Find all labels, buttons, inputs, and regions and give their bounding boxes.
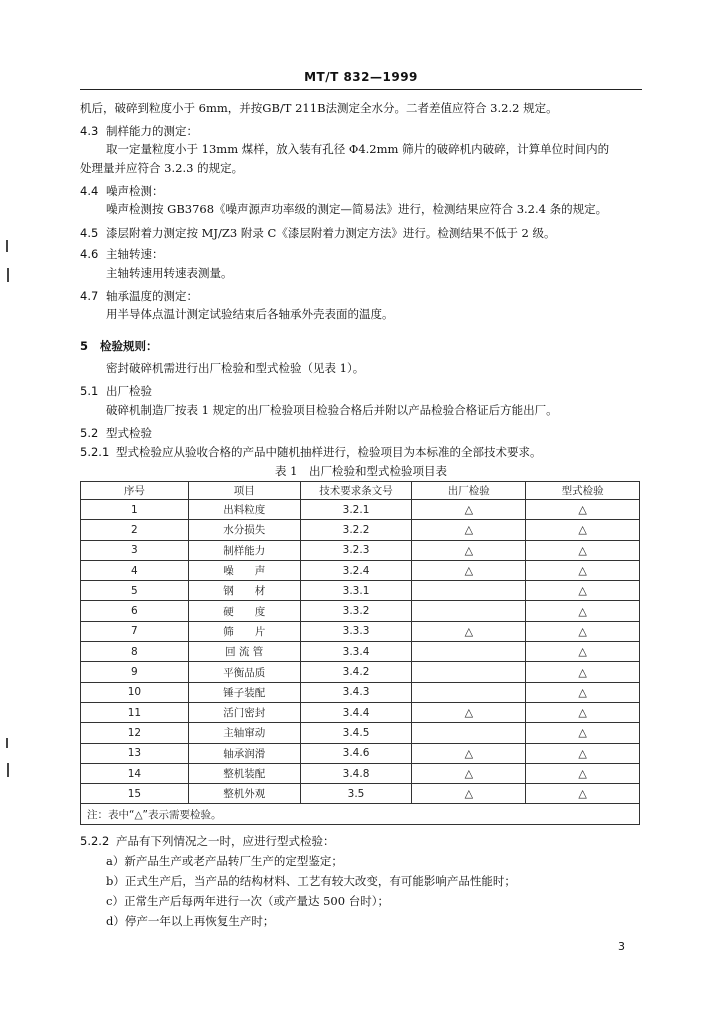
factory-inspection-cell: △ [412, 702, 526, 722]
table-row [81, 723, 640, 743]
list-item-text: c）正常生产后每两年进行一次（或产量达 500 台时）； [106, 894, 389, 908]
type-inspection-cell: △ [526, 540, 640, 560]
scan-edge-mark [7, 763, 9, 777]
table-row [81, 500, 640, 520]
row-index-cell: 9 [81, 662, 189, 682]
column-header: 技术要求条文号 [300, 482, 412, 500]
body-line [106, 402, 558, 418]
item-cell: 水分损失 [188, 520, 300, 540]
section-number: 5.2 [80, 426, 99, 440]
line-text: 机后，破碎到粒度小于 6mm，并按GB/T 211B法测定全水分。二者差值应符合 3.2.2 规定。 [80, 101, 558, 115]
row-index-cell: 4 [81, 560, 189, 580]
body-line [80, 100, 558, 116]
factory-inspection-cell: △ [412, 743, 526, 763]
item-cell: 硬 度 [188, 601, 300, 621]
table-row [81, 662, 640, 682]
body-line [106, 201, 607, 217]
clause-cell: 3.3.2 [300, 601, 412, 621]
line-text: 破碎机制造厂按表 1 规定的出厂检验项目检验合格后并附以产品检验合格证后方能出厂。 [106, 403, 558, 417]
clause-cell: 3.5 [300, 784, 412, 804]
clause-cell: 3.4.5 [300, 723, 412, 743]
factory-inspection-cell: △ [412, 540, 526, 560]
section-title: 噪声检测： [106, 184, 164, 198]
clause-cell: 3.2.2 [300, 520, 412, 540]
item-cell: 轴承润滑 [188, 743, 300, 763]
item-cell: 出料粒度 [188, 500, 300, 520]
table-note: 注：表中“△”表示需要检验。 [81, 804, 640, 824]
table-header-row [81, 482, 640, 500]
section-heading [80, 225, 555, 241]
item-cell: 主轴窜动 [188, 723, 300, 743]
item-cell: 整机外观 [188, 784, 300, 804]
section-number: 4.4 [80, 184, 99, 198]
factory-inspection-cell [412, 601, 526, 621]
section-heading [80, 425, 152, 441]
table-row [81, 702, 640, 722]
section-heading [80, 444, 542, 460]
line-text: 用半导体点温计测定试验结束后各轴承外壳表面的温度。 [106, 307, 394, 321]
row-index-cell: 7 [81, 621, 189, 641]
body-line [80, 160, 243, 176]
list-item-text: a）新产品生产或老产品转厂生产的定型鉴定； [106, 854, 343, 868]
row-index-cell: 5 [81, 581, 189, 601]
section-title: 出厂检验 [106, 384, 152, 398]
clause-cell: 3.2.1 [300, 500, 412, 520]
row-index-cell: 15 [81, 784, 189, 804]
row-index-cell: 1 [81, 500, 189, 520]
section-title: 产品有下列情况之一时，应进行型式检验： [116, 834, 335, 848]
table-row [81, 763, 640, 783]
section-heading [80, 246, 164, 262]
section-heading [80, 833, 335, 849]
list-item [106, 873, 516, 889]
item-cell: 钢 材 [188, 581, 300, 601]
table-row [81, 540, 640, 560]
row-index-cell: 2 [81, 520, 189, 540]
scan-edge-mark [7, 268, 9, 282]
table-row [81, 581, 640, 601]
clause-cell: 3.3.4 [300, 642, 412, 662]
type-inspection-cell: △ [526, 682, 640, 702]
table-caption: 表 1 出厂检验和型式检验项目表 [275, 464, 447, 478]
type-inspection-cell: △ [526, 581, 640, 601]
section-title: 漆层附着力测定按 MJ/Z3 附录 C《漆层附着力测定方法》进行。检测结果不低于 2 级。 [106, 226, 556, 240]
section-heading [80, 183, 164, 199]
factory-inspection-cell: △ [412, 621, 526, 641]
table-note-row [81, 804, 640, 824]
row-index-cell: 14 [81, 763, 189, 783]
section-title: 型式检验 [106, 426, 152, 440]
clause-cell: 3.4.8 [300, 763, 412, 783]
table-row [81, 621, 640, 641]
factory-inspection-cell [412, 662, 526, 682]
list-item [106, 853, 343, 869]
type-inspection-cell: △ [526, 763, 640, 783]
section-number: 5.2.2 [80, 834, 110, 848]
section-number: 5.2.1 [80, 445, 110, 459]
section-heading [80, 123, 198, 139]
type-inspection-cell: △ [526, 560, 640, 580]
table-row [81, 520, 640, 540]
section-title: 主轴转速： [106, 247, 164, 261]
clause-cell: 3.3.1 [300, 581, 412, 601]
item-cell: 平衡品质 [188, 662, 300, 682]
factory-inspection-cell: △ [412, 520, 526, 540]
list-item-text: b）正式生产后，当产品的结构材料、工艺有较大改变，有可能影响产品性能时； [106, 874, 516, 888]
section-number: 4.3 [80, 124, 99, 138]
line-text: 密封破碎机需进行出厂检验和型式检验（见表 1）。 [106, 361, 365, 375]
item-cell: 整机装配 [188, 763, 300, 783]
list-item [106, 893, 389, 909]
line-text: 取一定量粒度小于 13mm 煤样，放入装有孔径 Φ4.2mm 筛片的破碎机内破碎，计算单位时间内的 [106, 142, 610, 156]
row-index-cell: 11 [81, 702, 189, 722]
section-number: 4.5 [80, 226, 99, 240]
table-row [81, 682, 640, 702]
factory-inspection-cell: △ [412, 500, 526, 520]
chapter-heading [80, 338, 158, 354]
section-title: 轴承温度的测定： [106, 289, 198, 303]
section-heading [80, 383, 152, 399]
table-row [81, 601, 640, 621]
factory-inspection-cell: △ [412, 763, 526, 783]
chapter-number: 5 [80, 339, 89, 353]
clause-cell: 3.2.3 [300, 540, 412, 560]
line-text: 主轴转速用转速表测量。 [106, 266, 233, 280]
type-inspection-cell: △ [526, 723, 640, 743]
clause-cell: 3.4.2 [300, 662, 412, 682]
list-item [106, 913, 274, 929]
table-row [81, 743, 640, 763]
column-header: 型式检验 [526, 482, 640, 500]
standard-code-header: MT/T 832—1999 [304, 70, 418, 84]
row-index-cell: 12 [81, 723, 189, 743]
column-header: 出厂检验 [412, 482, 526, 500]
section-number: 4.6 [80, 247, 99, 261]
factory-inspection-cell: △ [412, 560, 526, 580]
factory-inspection-cell [412, 723, 526, 743]
type-inspection-cell: △ [526, 601, 640, 621]
factory-inspection-cell [412, 682, 526, 702]
item-cell: 噪 声 [188, 560, 300, 580]
item-cell: 制样能力 [188, 540, 300, 560]
scan-edge-mark [6, 738, 8, 748]
chapter-title: 检验规则： [100, 339, 158, 353]
table-row [81, 784, 640, 804]
type-inspection-cell: △ [526, 520, 640, 540]
factory-inspection-cell: △ [412, 784, 526, 804]
item-cell: 锤子装配 [188, 682, 300, 702]
line-text: 处理量并应符合 3.2.3 的规定。 [80, 161, 244, 175]
body-line [106, 306, 394, 322]
column-header: 序号 [81, 482, 189, 500]
item-cell: 活门密封 [188, 702, 300, 722]
row-index-cell: 10 [81, 682, 189, 702]
type-inspection-cell: △ [526, 662, 640, 682]
clause-cell: 3.4.3 [300, 682, 412, 702]
page-number: 3 [618, 940, 625, 953]
section-number: 5.1 [80, 384, 99, 398]
factory-inspection-cell [412, 642, 526, 662]
inspection-items-table [80, 481, 640, 825]
table-row [81, 560, 640, 580]
scan-edge-mark [6, 240, 8, 252]
clause-cell: 3.4.6 [300, 743, 412, 763]
type-inspection-cell: △ [526, 784, 640, 804]
line-text: 噪声检测按 GB3768《噪声源声功率级的测定—简易法》进行，检测结果应符合 3.2.4 条的规定。 [106, 202, 608, 216]
body-line [106, 265, 233, 281]
row-index-cell: 13 [81, 743, 189, 763]
clause-cell: 3.3.3 [300, 621, 412, 641]
body-line [106, 360, 364, 376]
type-inspection-cell: △ [526, 500, 640, 520]
row-index-cell: 3 [81, 540, 189, 560]
list-item-text: d）停产一年以上再恢复生产时； [106, 914, 275, 928]
item-cell: 筛 片 [188, 621, 300, 641]
type-inspection-cell: △ [526, 743, 640, 763]
body-line [106, 141, 609, 157]
section-number: 4.7 [80, 289, 99, 303]
section-title: 制样能力的测定： [106, 124, 198, 138]
type-inspection-cell: △ [526, 642, 640, 662]
type-inspection-cell: △ [526, 702, 640, 722]
header-rule [80, 89, 642, 90]
table-row [81, 642, 640, 662]
clause-cell: 3.4.4 [300, 702, 412, 722]
section-heading [80, 288, 198, 304]
section-title: 型式检验应从验收合格的产品中随机抽样进行，检验项目为本标准的全部技术要求。 [116, 445, 542, 459]
type-inspection-cell: △ [526, 621, 640, 641]
clause-cell: 3.2.4 [300, 560, 412, 580]
column-header: 项目 [188, 482, 300, 500]
factory-inspection-cell [412, 581, 526, 601]
item-cell: 回 流 管 [188, 642, 300, 662]
row-index-cell: 8 [81, 642, 189, 662]
row-index-cell: 6 [81, 601, 189, 621]
